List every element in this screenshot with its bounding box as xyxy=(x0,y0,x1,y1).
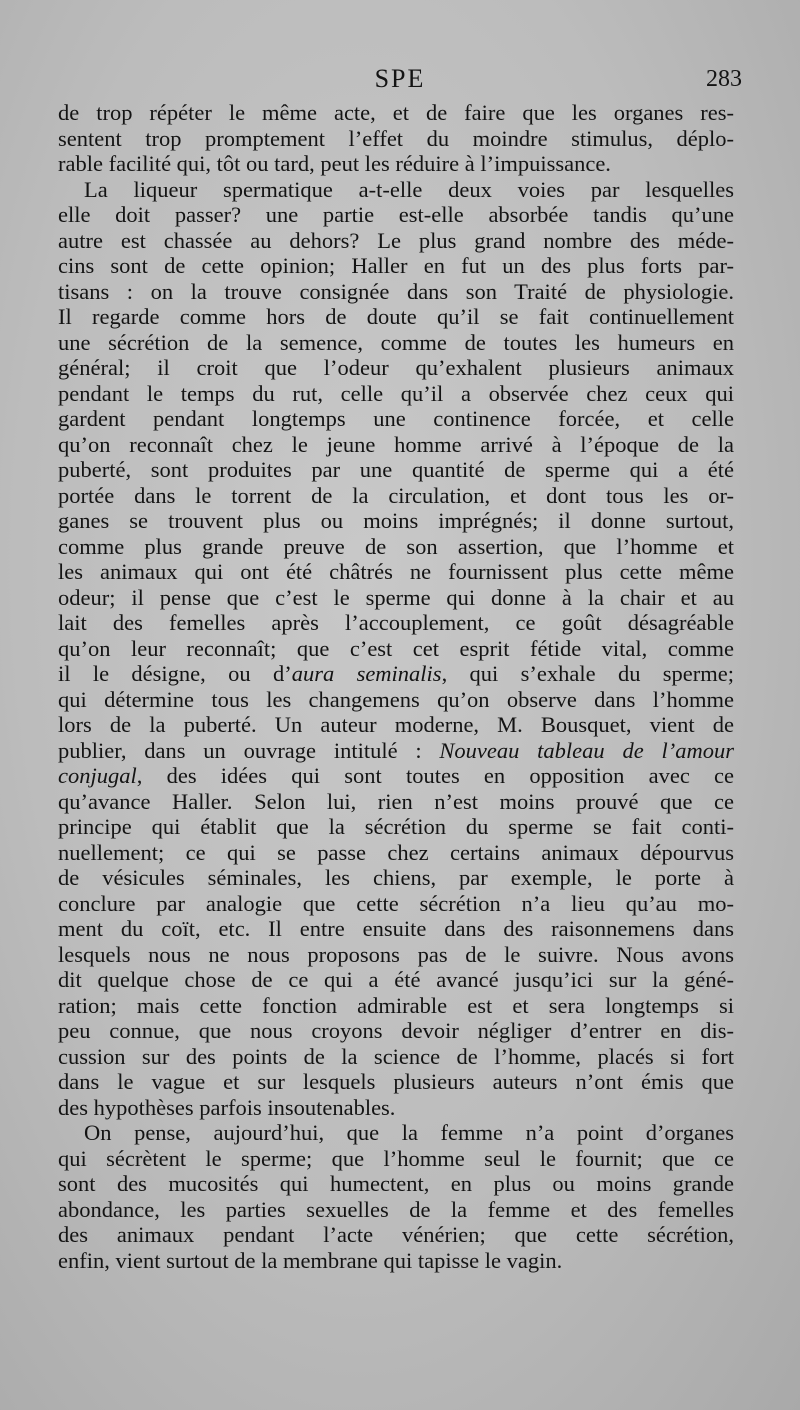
text-line: lait des femelles après l’accouplement, ce goût désagréable xyxy=(58,610,734,635)
text-line: qu’avance Haller. Selon lui, rien n’est moins prouvé que ce xyxy=(58,788,734,814)
page-number: 283 xyxy=(706,66,742,92)
text-segment: il le désigne, ou d’ xyxy=(58,661,292,686)
text-line: lesquels nous ne nous proposons pas de le suivre. Nous avons xyxy=(58,941,734,967)
text-segment: publier, dans un ouvrage intitulé : xyxy=(58,737,440,763)
text-line: elle doit passer? une partie est-elle absorbée tandis qu’une xyxy=(58,202,734,227)
text-line: rable facilité qui, tôt ou tard, peut les réduire à l’impuissance. xyxy=(58,151,611,176)
text-line: ment du coït, etc. Il entre ensuite dans des raisonnemens dans xyxy=(58,916,734,941)
text-line: lors de la puberté. Un auteur moderne, M. Bousquet, vient de xyxy=(58,712,734,737)
text-line: qu’on leur reconnaît; que c’est cet esprit fétide vital, comme xyxy=(58,635,734,661)
text-line: cussion sur des points de la science de l’homme, placés si fort xyxy=(58,1043,734,1069)
text-line: comme plus grande preuve de son assertion, que l’homme et xyxy=(58,533,734,559)
page-header xyxy=(58,64,742,100)
text-line: conclure par analogie que cette sécrétion n’a lieu qu’au mo- xyxy=(58,890,734,916)
text-line: nuellement; ce qui se passe chez certains animaux dépourvus xyxy=(58,839,734,865)
text-line: ration; mais cette fonction admirable est et sera longtemps si xyxy=(58,992,734,1018)
text-line: peu connue, que nous croyons devoir négliger d’entrer en dis- xyxy=(58,1018,734,1043)
text-line xyxy=(58,763,734,789)
text-segment: , des idées qui sont toutes en opposition avec ce xyxy=(136,763,734,788)
text-line: qui détermine tous les changemens qu’on observe dans l’homme xyxy=(58,686,734,712)
text-line: On pense, aujourd’hui, que la femme n’a point d’organes xyxy=(84,1120,734,1145)
text-line: puberté, sont produites par une quantité de sperme qui a été xyxy=(58,457,734,482)
text-line: principe qui établit que la sécrétion du sperme se fait conti- xyxy=(58,814,734,839)
text-line: La liqueur spermatique a-t-elle deux voies par lesquelles xyxy=(84,176,734,202)
italic-phrase: conjugal xyxy=(58,763,137,788)
text-line: qui sécrètent le sperme; que l’homme seul le fournit; que ce xyxy=(58,1145,734,1171)
text-line: enfin, vient surtout de la membrane qui tapisse le vagin. xyxy=(58,1247,563,1273)
text-line xyxy=(58,661,734,687)
text-line: des animaux pendant l’acte vénérien; que cette sécrétion, xyxy=(58,1222,734,1247)
text-line: odeur; il pense que c’est le sperme qui donne à la chair et au xyxy=(58,584,734,610)
text-line: tisans : on la trouve consignée dans son Traité de physiologie. xyxy=(58,278,734,304)
text-line: de trop répéter le même acte, et de faire que les organes res- xyxy=(58,100,734,125)
text-line: sentent trop promptement l’effet du moindre stimulus, déplo- xyxy=(58,125,734,151)
text-segment: , qui s’exhale du sperme; xyxy=(441,661,735,686)
text-line: dans le vague et sur lesquels plusieurs auteurs n’ont émis que xyxy=(58,1069,734,1094)
text-line: cins sont de cette opinion; Haller en fut un des plus forts par- xyxy=(58,253,734,278)
running-head: SPE xyxy=(374,64,426,93)
italic-phrase: Nouveau tableau de l’amour xyxy=(439,737,734,763)
text-line: qu’on reconnaît chez le jeune homme arrivé à l’époque de la xyxy=(58,431,734,457)
text-line: général; il croit que l’odeur qu’exhalent plusieurs animaux xyxy=(58,355,734,380)
text-line: gardent pendant longtemps une continence forcée, et celle xyxy=(58,406,734,431)
text-line: pendant le temps du rut, celle qu’il a observée chez ceux qui xyxy=(58,380,734,406)
text-line: les animaux qui ont été châtrés ne fournissent plus cette même xyxy=(58,559,734,584)
text-line: portée dans le torrent de la circulation, et dont tous les or- xyxy=(58,482,734,508)
text-line: abondance, les parties sexuelles de la femme et des femelles xyxy=(58,1196,734,1222)
text-line: une sécrétion de la semence, comme de toutes les humeurs en xyxy=(58,329,734,355)
body-text xyxy=(58,100,734,1273)
text-line: Il regarde comme hors de doute qu’il se fait continuellement xyxy=(58,304,734,329)
text-line: dit quelque chose de ce qui a été avancé jusqu’ici sur la géné- xyxy=(58,967,734,992)
text-line: ganes se trouvent plus ou moins imprégnés; il donne surtout, xyxy=(58,508,734,533)
text-line: sont des mucosités qui humectent, en plus ou moins grande xyxy=(58,1171,734,1196)
text-line xyxy=(58,738,734,764)
text-line: de vésicules séminales, les chiens, par exemple, le porte à xyxy=(58,865,734,890)
text-line: des hypothèses parfois insoutenables. xyxy=(58,1094,396,1120)
italic-phrase: aura seminalis xyxy=(291,661,442,686)
text-line: autre est chassée au dehors? Le plus grand nombre des méde- xyxy=(58,227,734,253)
